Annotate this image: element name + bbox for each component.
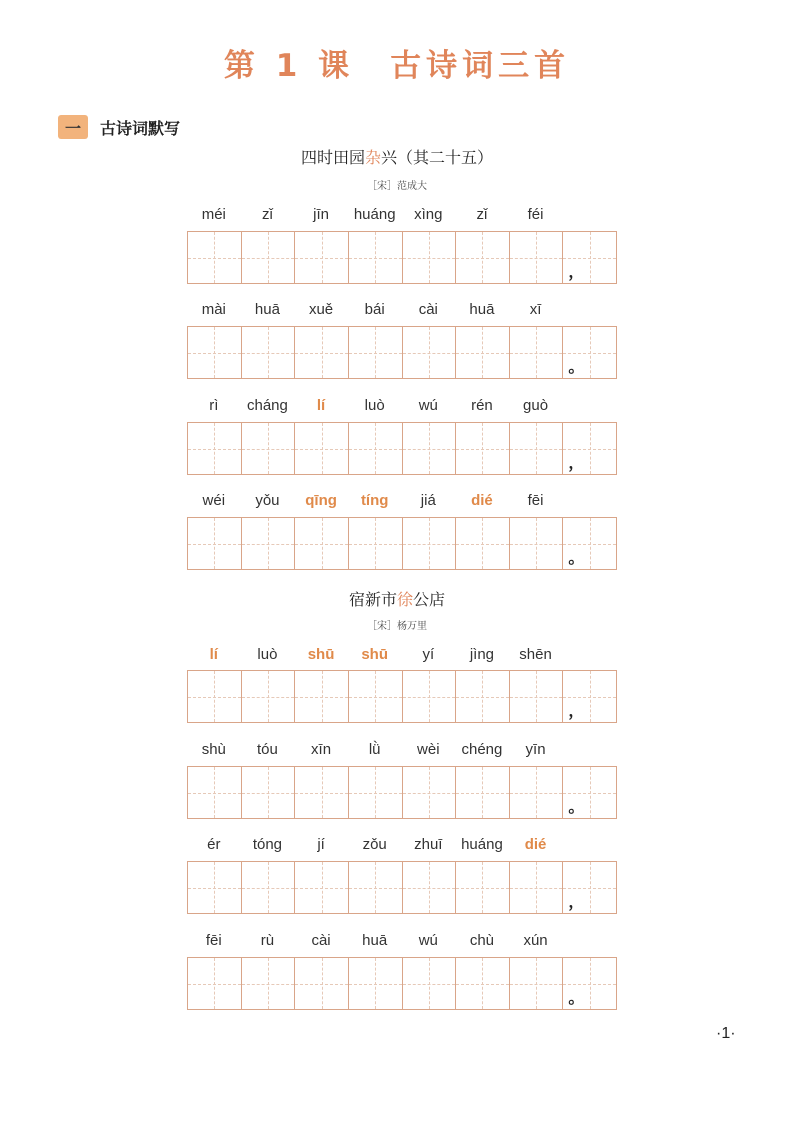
poem-author: ［宋］范成大 [367,181,427,192]
pinyin-syllable: féi [527,206,544,223]
writing-cell[interactable] [510,766,564,819]
section-badge: 一 [58,115,88,139]
punctuation-mark: 。 [568,797,585,816]
pinyin-syllable: lí [316,397,326,414]
poem-title-highlight: 杂 [364,148,381,167]
poem-title-highlight: 徐 [396,590,413,609]
writing-cell[interactable] [456,231,510,284]
writing-cell[interactable] [295,326,349,379]
punctuation-cell [563,517,617,570]
writing-grid-row [187,326,617,379]
pinyin-syllable: jìng [469,646,495,663]
pinyin-syllable: rù [260,932,275,949]
pinyin-syllable: bái [364,301,385,318]
writing-cell[interactable] [242,326,296,379]
writing-cell[interactable] [295,766,349,819]
pinyin-syllable: tíng [360,492,389,509]
writing-cell[interactable] [242,957,296,1010]
pinyin-syllable: huā [469,301,495,318]
punctuation-mark: ， [568,453,585,472]
pinyin-syllable: huā [362,932,388,949]
pinyin-syllable: tóu [257,741,278,758]
writing-cell[interactable] [242,861,296,914]
pinyin-syllable: tóng [252,836,283,853]
writing-cell[interactable] [510,422,564,475]
pinyin-row [187,301,616,323]
poem-title [0,587,794,610]
writing-cell[interactable] [456,670,510,723]
writing-cell[interactable] [456,957,510,1010]
writing-cell[interactable] [295,957,349,1010]
writing-cell[interactable] [242,231,296,284]
writing-grid-row [187,861,617,914]
writing-cell[interactable] [510,861,564,914]
writing-cell[interactable] [242,517,296,570]
writing-cell[interactable] [456,517,510,570]
punctuation-mark: ， [568,701,585,720]
punctuation-cell [563,861,617,914]
pinyin-syllable: wú [418,932,438,949]
pinyin-syllable: jiá [420,492,436,509]
pinyin-syllable: huáng [353,206,396,223]
writing-cell[interactable] [295,861,349,914]
pinyin-syllable: luò [364,397,385,414]
pinyin-syllable: wèi [417,741,440,758]
pinyin-syllable: jí [317,836,325,853]
punctuation-cell [563,422,617,475]
pinyin-row [187,741,616,763]
writing-cell[interactable] [242,766,296,819]
poem-title-part: 公店 [413,590,446,609]
writing-cell[interactable] [188,861,242,914]
pinyin-syllable: jīn [313,206,329,223]
writing-cell[interactable] [403,861,457,914]
pinyin-row [187,492,616,514]
pinyin-syllable: chù [469,932,495,949]
writing-cell[interactable] [510,517,564,570]
punctuation-cell [563,231,617,284]
writing-cell[interactable] [403,422,457,475]
pinyin-syllable: luò [257,646,278,663]
pinyin-syllable: shū [361,646,389,663]
writing-cell[interactable] [349,766,403,819]
pinyin-syllable: zhuī [414,836,443,853]
pinyin-syllable: zǐ [476,206,488,223]
writing-grid-row [187,957,617,1010]
writing-cell[interactable] [349,861,403,914]
pinyin-syllable: lǜ [368,741,381,758]
writing-cell[interactable] [242,422,296,475]
writing-cell[interactable] [349,957,403,1010]
writing-cell[interactable] [295,517,349,570]
pinyin-syllable: lí [209,646,218,663]
writing-cell[interactable] [242,670,296,723]
pinyin-syllable: cài [311,932,331,949]
pinyin-syllable: shēn [519,646,552,663]
pinyin-syllable: dié [471,492,493,509]
pinyin-syllable: xī [529,301,542,318]
poem-title-part: 四时田园 [300,148,365,167]
poem-title [0,145,794,168]
punctuation-cell [563,766,617,819]
writing-cell[interactable] [295,231,349,284]
pinyin-syllable: yīn [525,741,546,758]
pinyin-row [187,932,616,954]
pinyin-syllable: xīn [311,741,332,758]
pinyin-syllable: cháng [247,397,288,414]
pinyin-syllable: xún [523,932,548,949]
pinyin-row [187,397,616,419]
punctuation-cell [563,670,617,723]
writing-cell[interactable] [510,957,564,1010]
writing-cell[interactable] [510,231,564,284]
writing-cell[interactable] [349,326,403,379]
writing-cell[interactable] [510,326,564,379]
writing-grid-row [187,422,617,475]
writing-cell[interactable] [349,231,403,284]
pinyin-syllable: shù [201,741,226,758]
punctuation-cell [563,957,617,1010]
pinyin-syllable: shū [307,646,335,663]
writing-cell[interactable] [349,670,403,723]
pinyin-syllable: zǐ [262,206,273,223]
writing-cell[interactable] [188,766,242,819]
writing-cell[interactable] [403,957,457,1010]
pinyin-syllable: wú [418,397,438,414]
writing-grid-row [187,670,617,723]
punctuation-mark: ， [568,892,585,911]
poem-title-part: 兴（其二十五） [381,148,494,167]
section-title: 古诗词默写 [100,118,181,138]
pinyin-syllable: cài [418,301,438,318]
page-title [0,40,794,85]
pinyin-row [187,646,616,668]
pinyin-syllable: mài [201,301,226,318]
writing-cell[interactable] [403,517,457,570]
pinyin-syllable: ér [207,836,221,853]
writing-cell[interactable] [188,670,242,723]
pinyin-syllable: dié [524,836,547,853]
pinyin-syllable: guò [523,397,549,414]
pinyin-syllable: huā [254,301,280,318]
punctuation-mark: 。 [568,357,585,376]
pinyin-row [187,836,616,858]
writing-cell[interactable] [403,670,457,723]
punctuation-mark: ， [568,262,585,281]
pinyin-syllable: rì [209,397,219,414]
pinyin-syllable: yí [422,646,435,663]
poem-author: ［宋］杨万里 [367,621,427,632]
writing-cell[interactable] [456,861,510,914]
pinyin-syllable: fēi [527,492,544,509]
writing-cell[interactable] [456,326,510,379]
writing-cell[interactable] [295,670,349,723]
writing-cell[interactable] [403,326,457,379]
writing-cell[interactable] [403,231,457,284]
pinyin-syllable: zǒu [362,836,387,853]
pinyin-syllable: wéi [202,492,226,509]
writing-cell[interactable] [349,517,403,570]
writing-cell[interactable] [188,231,242,284]
pinyin-syllable: yǒu [255,492,280,509]
writing-cell[interactable] [295,422,349,475]
writing-grid-row [187,766,617,819]
writing-cell[interactable] [188,957,242,1010]
section-header [58,114,180,140]
pinyin-syllable: xuě [308,301,334,318]
punctuation-mark: 。 [568,988,585,1007]
writing-grid-row [187,517,617,570]
poem-title-part: 宿新市 [348,590,397,609]
lesson-number: 第 1 课 [223,48,355,84]
writing-cell[interactable] [456,766,510,819]
writing-cell[interactable] [188,422,242,475]
pinyin-syllable: fēi [205,932,222,949]
pinyin-syllable: qīng [305,492,337,509]
writing-cell[interactable] [188,326,242,379]
lesson-name: 古诗词三首 [390,48,571,84]
punctuation-cell [563,326,617,379]
pinyin-syllable: huáng [461,836,503,853]
punctuation-mark: 。 [568,548,585,567]
writing-cell[interactable] [188,517,242,570]
pinyin-syllable: rén [471,397,493,414]
writing-cell[interactable] [349,422,403,475]
pinyin-syllable: xìng [414,206,443,223]
writing-cell[interactable] [456,422,510,475]
writing-grid-row [187,231,617,284]
pinyin-row [187,206,616,228]
writing-cell[interactable] [510,670,564,723]
writing-cell[interactable] [403,766,457,819]
pinyin-syllable: chéng [461,741,503,758]
pinyin-syllable: méi [201,206,226,223]
page-number: ·1· [716,1025,736,1042]
